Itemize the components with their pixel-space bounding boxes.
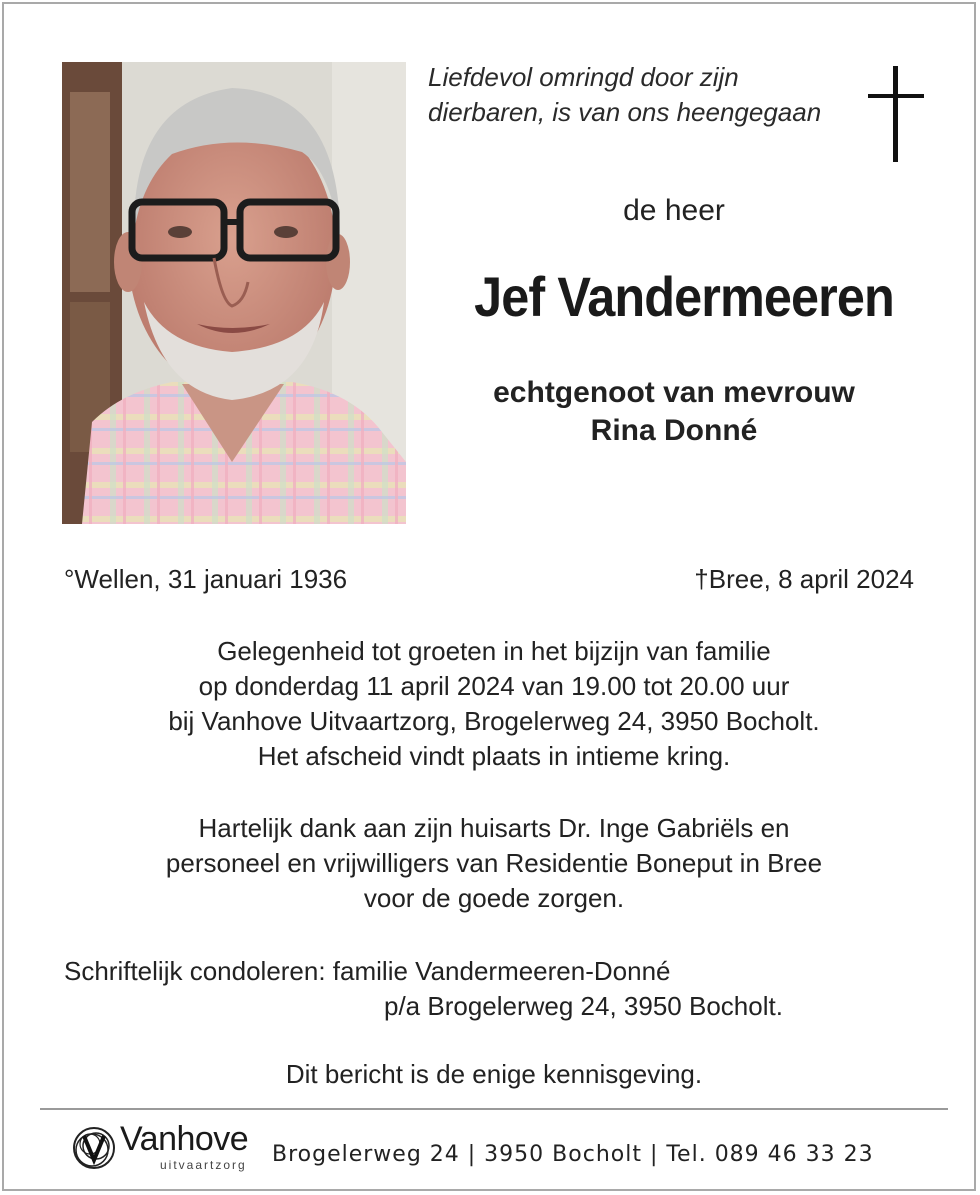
- death-info: †Bree, 8 april 2024: [694, 564, 914, 594]
- spouse-line-1: echtgenoot van mevrouw: [493, 376, 855, 409]
- birth-info: °Wellen, 31 januari 1936: [64, 564, 348, 594]
- spouse-info: [434, 374, 914, 450]
- obituary-card: [2, 2, 976, 1191]
- condolence-address: p/a Brogelerweg 24, 3950 Bocholt.: [384, 991, 783, 1021]
- closing-note: Dit bericht is de enige kennisgeving.: [285, 1059, 703, 1089]
- cross-icon: [868, 66, 924, 162]
- paragraph-line: Gelegenheid tot groeten in het bijzijn van familie: [217, 636, 771, 666]
- vanhove-logo-icon: [68, 1122, 124, 1178]
- condolence-line-1: Schriftelijk condoleren: familie Vandermeeren-Donné: [64, 956, 671, 986]
- paragraph-line: personeel en vrijwilligers van Residentie Boneput in Bree: [165, 848, 823, 878]
- visitation-paragraph: [44, 634, 944, 774]
- spouse-line-2: Rina Donné: [590, 414, 758, 447]
- intro-text: Liefdevol omringd door zijn dierbaren, is van ons heengegaan: [428, 62, 822, 127]
- portrait-photo: [62, 62, 406, 524]
- logo-subtitle: uitvaartzorg: [160, 1158, 247, 1172]
- thanks-paragraph: [44, 811, 944, 916]
- logo-name: Vanhove: [120, 1120, 249, 1158]
- paragraph-line: bij Vanhove Uitvaartzorg, Brogelerweg 24, 3950 Bocholt.: [168, 706, 820, 736]
- vanhove-logo: [68, 1120, 258, 1176]
- paragraph-line: Hartelijk dank aan zijn huisarts Dr. Inge Gabriëls en: [198, 813, 790, 843]
- paragraph-line: Het afscheid vindt plaats in intieme kring.: [257, 741, 731, 771]
- paragraph-line: op donderdag 11 april 2024 van 19.00 tot 20.00 uur: [198, 671, 790, 701]
- deceased-name: Jef Vandermeeren: [474, 265, 894, 328]
- paragraph-line: voor de goede zorgen.: [363, 883, 625, 913]
- condolence-info: [64, 954, 783, 1024]
- footer-contact: Brogelerweg 24 | 3950 Bocholt | Tel. 089 46 33 23: [272, 1142, 874, 1167]
- footer-divider: [40, 1108, 948, 1110]
- honorific: de heer: [623, 194, 725, 227]
